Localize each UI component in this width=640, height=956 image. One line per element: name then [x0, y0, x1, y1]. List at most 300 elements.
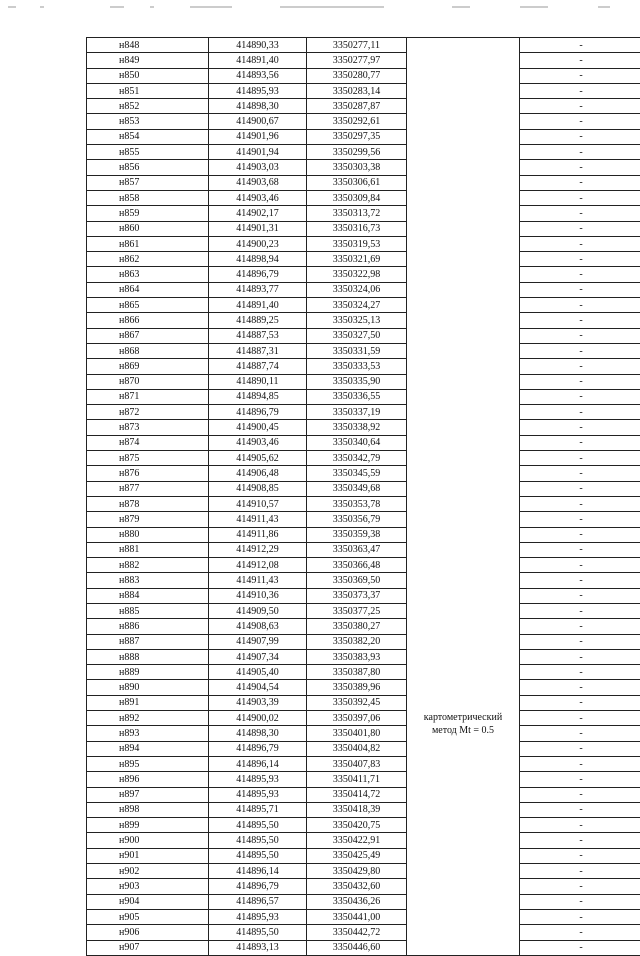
dash-cell: -	[520, 435, 640, 450]
dash-cell: -	[520, 741, 640, 756]
x-coordinate-cell: 414898,94	[209, 252, 307, 267]
point-name-cell: н875	[87, 451, 209, 466]
method-cell	[407, 711, 520, 726]
y-coordinate-cell: 3350299,56	[307, 145, 407, 160]
point-name-cell: н899	[87, 818, 209, 833]
point-name-cell: н868	[87, 343, 209, 358]
point-name-cell: н860	[87, 221, 209, 236]
dash-cell: -	[520, 558, 640, 573]
x-coordinate-cell: 414912,08	[209, 558, 307, 573]
method-cell	[407, 573, 520, 588]
table-row	[87, 665, 640, 680]
x-coordinate-cell: 414894,85	[209, 389, 307, 404]
point-name-cell: н885	[87, 603, 209, 618]
method-cell	[407, 282, 520, 297]
dash-cell: -	[520, 925, 640, 940]
method-cell	[407, 909, 520, 924]
table-row	[87, 160, 640, 175]
table-row	[87, 451, 640, 466]
x-coordinate-cell: 414901,96	[209, 129, 307, 144]
point-name-cell: н882	[87, 558, 209, 573]
method-cell	[407, 38, 520, 53]
method-cell	[407, 527, 520, 542]
x-coordinate-cell: 414896,14	[209, 756, 307, 771]
dash-cell: -	[520, 573, 640, 588]
y-coordinate-cell: 3350397,06	[307, 711, 407, 726]
dash-cell: -	[520, 894, 640, 909]
dash-cell: -	[520, 451, 640, 466]
table-row	[87, 206, 640, 221]
y-coordinate-cell: 3350316,73	[307, 221, 407, 236]
method-cell	[407, 848, 520, 863]
dash-cell: -	[520, 83, 640, 98]
x-coordinate-cell: 414903,68	[209, 175, 307, 190]
table-row	[87, 313, 640, 328]
x-coordinate-cell: 414895,50	[209, 818, 307, 833]
x-coordinate-cell: 414911,43	[209, 512, 307, 527]
dash-cell: -	[520, 129, 640, 144]
x-coordinate-cell: 414905,40	[209, 665, 307, 680]
dash-cell: -	[520, 756, 640, 771]
table-row	[87, 588, 640, 603]
x-coordinate-cell: 414909,50	[209, 603, 307, 618]
table-row	[87, 145, 640, 160]
y-coordinate-cell: 3350338,92	[307, 420, 407, 435]
x-coordinate-cell: 414903,03	[209, 160, 307, 175]
point-name-cell: н864	[87, 282, 209, 297]
x-coordinate-cell: 414900,67	[209, 114, 307, 129]
y-coordinate-cell: 3350383,93	[307, 649, 407, 664]
point-name-cell: н903	[87, 879, 209, 894]
x-coordinate-cell: 414910,57	[209, 496, 307, 511]
point-name-cell: н887	[87, 634, 209, 649]
point-name-cell: н891	[87, 695, 209, 710]
method-cell	[407, 129, 520, 144]
method-cell	[407, 405, 520, 420]
table-row	[87, 175, 640, 190]
dash-cell: -	[520, 619, 640, 634]
table-row	[87, 741, 640, 756]
method-label-line2: метод Mt = 0.5	[407, 724, 519, 737]
point-name-cell: н876	[87, 466, 209, 481]
table-row	[87, 756, 640, 771]
point-name-cell: н867	[87, 328, 209, 343]
method-cell	[407, 160, 520, 175]
point-name-cell: н856	[87, 160, 209, 175]
table-row	[87, 879, 640, 894]
method-cell	[407, 925, 520, 940]
dash-cell: -	[520, 879, 640, 894]
point-name-cell: н893	[87, 726, 209, 741]
x-coordinate-cell: 414908,63	[209, 619, 307, 634]
dash-cell: -	[520, 53, 640, 68]
dash-cell: -	[520, 389, 640, 404]
x-coordinate-cell: 414905,62	[209, 451, 307, 466]
y-coordinate-cell: 3350422,91	[307, 833, 407, 848]
y-coordinate-cell: 3350377,25	[307, 603, 407, 618]
y-coordinate-cell: 3350411,71	[307, 772, 407, 787]
dash-cell: -	[520, 160, 640, 175]
point-name-cell: н906	[87, 925, 209, 940]
point-name-cell: н889	[87, 665, 209, 680]
point-name-cell: н854	[87, 129, 209, 144]
dash-cell: -	[520, 252, 640, 267]
point-name-cell: н869	[87, 359, 209, 374]
y-coordinate-cell: 3350313,72	[307, 206, 407, 221]
table-row	[87, 236, 640, 251]
y-coordinate-cell: 3350401,80	[307, 726, 407, 741]
dash-cell: -	[520, 527, 640, 542]
dash-cell: -	[520, 802, 640, 817]
method-cell	[407, 542, 520, 557]
method-cell	[407, 451, 520, 466]
method-cell	[407, 879, 520, 894]
method-cell	[407, 145, 520, 160]
y-coordinate-cell: 3350425,49	[307, 848, 407, 863]
y-coordinate-cell: 3350331,59	[307, 343, 407, 358]
point-name-cell: н849	[87, 53, 209, 68]
x-coordinate-cell: 414900,23	[209, 236, 307, 251]
x-coordinate-cell: 414911,43	[209, 573, 307, 588]
method-cell	[407, 298, 520, 313]
point-name-cell: н853	[87, 114, 209, 129]
dash-cell: -	[520, 267, 640, 282]
method-label-line1: картометрический	[407, 711, 519, 724]
dash-cell: -	[520, 848, 640, 863]
table-row	[87, 466, 640, 481]
method-cell	[407, 665, 520, 680]
table-row	[87, 558, 640, 573]
dash-cell: -	[520, 512, 640, 527]
method-cell	[407, 512, 520, 527]
point-name-cell: н877	[87, 481, 209, 496]
dash-cell: -	[520, 818, 640, 833]
x-coordinate-cell: 414895,71	[209, 802, 307, 817]
table-row	[87, 695, 640, 710]
method-cell	[407, 190, 520, 205]
y-coordinate-cell: 3350283,14	[307, 83, 407, 98]
x-coordinate-cell: 414898,30	[209, 99, 307, 114]
x-coordinate-cell: 414901,31	[209, 221, 307, 236]
method-cell	[407, 466, 520, 481]
table-row	[87, 894, 640, 909]
method-cell	[407, 649, 520, 664]
dash-cell: -	[520, 145, 640, 160]
point-name-cell: н879	[87, 512, 209, 527]
x-coordinate-cell: 414900,45	[209, 420, 307, 435]
method-cell	[407, 252, 520, 267]
y-coordinate-cell: 3350303,38	[307, 160, 407, 175]
table-row	[87, 864, 640, 879]
method-cell	[407, 359, 520, 374]
y-coordinate-cell: 3350333,53	[307, 359, 407, 374]
table-row	[87, 435, 640, 450]
y-coordinate-cell: 3350277,97	[307, 53, 407, 68]
y-coordinate-cell: 3350336,55	[307, 389, 407, 404]
method-cell	[407, 420, 520, 435]
x-coordinate-cell: 414890,11	[209, 374, 307, 389]
method-cell	[407, 114, 520, 129]
dash-cell: -	[520, 99, 640, 114]
method-cell	[407, 680, 520, 695]
point-name-cell: н861	[87, 236, 209, 251]
table-row	[87, 496, 640, 511]
y-coordinate-cell: 3350335,90	[307, 374, 407, 389]
y-coordinate-cell: 3350414,72	[307, 787, 407, 802]
table-row	[87, 619, 640, 634]
y-coordinate-cell: 3350382,20	[307, 634, 407, 649]
x-coordinate-cell: 414896,79	[209, 405, 307, 420]
y-coordinate-cell: 3350292,61	[307, 114, 407, 129]
y-coordinate-cell: 3350345,59	[307, 466, 407, 481]
point-name-cell: н888	[87, 649, 209, 664]
dash-cell: -	[520, 481, 640, 496]
dash-cell: -	[520, 772, 640, 787]
point-name-cell: н866	[87, 313, 209, 328]
method-cell	[407, 83, 520, 98]
point-name-cell: н858	[87, 190, 209, 205]
x-coordinate-cell: 414889,25	[209, 313, 307, 328]
dash-cell: -	[520, 695, 640, 710]
method-cell	[407, 818, 520, 833]
method-cell	[407, 833, 520, 848]
x-coordinate-cell: 414890,33	[209, 38, 307, 53]
y-coordinate-cell: 3350369,50	[307, 573, 407, 588]
method-cell	[407, 634, 520, 649]
method-cell	[407, 588, 520, 603]
y-coordinate-cell: 3350356,79	[307, 512, 407, 527]
y-coordinate-cell: 3350287,87	[307, 99, 407, 114]
method-cell	[407, 206, 520, 221]
x-coordinate-cell: 414904,54	[209, 680, 307, 695]
y-coordinate-cell: 3350446,60	[307, 940, 407, 955]
y-coordinate-cell: 3350432,60	[307, 879, 407, 894]
table-row	[87, 512, 640, 527]
method-cell	[407, 175, 520, 190]
dash-cell: -	[520, 680, 640, 695]
point-name-cell: н890	[87, 680, 209, 695]
y-coordinate-cell: 3350321,69	[307, 252, 407, 267]
x-coordinate-cell: 414912,29	[209, 542, 307, 557]
coordinates-table	[86, 37, 640, 956]
point-name-cell: н895	[87, 756, 209, 771]
method-cell	[407, 864, 520, 879]
dash-cell: -	[520, 298, 640, 313]
y-coordinate-cell: 3350322,98	[307, 267, 407, 282]
x-coordinate-cell: 414902,17	[209, 206, 307, 221]
method-cell	[407, 68, 520, 83]
x-coordinate-cell: 414896,79	[209, 741, 307, 756]
method-cell	[407, 802, 520, 817]
y-coordinate-cell: 3350441,00	[307, 909, 407, 924]
table-row	[87, 711, 640, 726]
method-cell	[407, 267, 520, 282]
x-coordinate-cell: 414907,99	[209, 634, 307, 649]
method-cell	[407, 603, 520, 618]
table-row	[87, 114, 640, 129]
y-coordinate-cell: 3350280,77	[307, 68, 407, 83]
method-cell	[407, 221, 520, 236]
method-cell	[407, 772, 520, 787]
x-coordinate-cell: 414896,79	[209, 879, 307, 894]
point-name-cell: н857	[87, 175, 209, 190]
point-name-cell: н900	[87, 833, 209, 848]
dash-cell: -	[520, 665, 640, 680]
method-cell	[407, 619, 520, 634]
table-row	[87, 298, 640, 313]
dash-cell: -	[520, 940, 640, 955]
point-name-cell: н848	[87, 38, 209, 53]
y-coordinate-cell: 3350418,39	[307, 802, 407, 817]
method-cell	[407, 313, 520, 328]
dash-cell: -	[520, 496, 640, 511]
x-coordinate-cell: 414893,56	[209, 68, 307, 83]
point-name-cell: н897	[87, 787, 209, 802]
y-coordinate-cell: 3350337,19	[307, 405, 407, 420]
table-row	[87, 374, 640, 389]
y-coordinate-cell: 3350359,38	[307, 527, 407, 542]
dash-cell: -	[520, 588, 640, 603]
y-coordinate-cell: 3350436,26	[307, 894, 407, 909]
table-row	[87, 359, 640, 374]
table-row	[87, 772, 640, 787]
y-coordinate-cell: 3350373,37	[307, 588, 407, 603]
x-coordinate-cell: 414887,53	[209, 328, 307, 343]
table-row	[87, 542, 640, 557]
table-row	[87, 818, 640, 833]
table-row	[87, 221, 640, 236]
x-coordinate-cell: 414903,39	[209, 695, 307, 710]
dash-cell: -	[520, 405, 640, 420]
method-cell	[407, 894, 520, 909]
point-name-cell: н904	[87, 894, 209, 909]
coordinates-table-body	[87, 38, 640, 956]
point-name-cell: н855	[87, 145, 209, 160]
y-coordinate-cell: 3350387,80	[307, 665, 407, 680]
y-coordinate-cell: 3350340,64	[307, 435, 407, 450]
table-row	[87, 68, 640, 83]
table-row	[87, 527, 640, 542]
method-cell	[407, 481, 520, 496]
table-row	[87, 925, 640, 940]
point-name-cell: н873	[87, 420, 209, 435]
table-row	[87, 634, 640, 649]
dash-cell: -	[520, 833, 640, 848]
table-row	[87, 909, 640, 924]
dash-cell: -	[520, 359, 640, 374]
dash-cell: -	[520, 282, 640, 297]
point-name-cell: н878	[87, 496, 209, 511]
point-name-cell: н886	[87, 619, 209, 634]
dash-cell: -	[520, 726, 640, 741]
method-cell	[407, 435, 520, 450]
x-coordinate-cell: 414903,46	[209, 435, 307, 450]
dash-cell: -	[520, 466, 640, 481]
table-row	[87, 53, 640, 68]
method-cell	[407, 695, 520, 710]
dash-cell: -	[520, 374, 640, 389]
dash-cell: -	[520, 190, 640, 205]
point-name-cell: н881	[87, 542, 209, 557]
y-coordinate-cell: 3350324,27	[307, 298, 407, 313]
x-coordinate-cell: 414895,93	[209, 909, 307, 924]
x-coordinate-cell: 414900,02	[209, 711, 307, 726]
x-coordinate-cell: 414896,57	[209, 894, 307, 909]
dash-cell: -	[520, 38, 640, 53]
dash-cell: -	[520, 114, 640, 129]
table-row	[87, 726, 640, 741]
point-name-cell: н894	[87, 741, 209, 756]
point-name-cell: н871	[87, 389, 209, 404]
point-name-cell: н905	[87, 909, 209, 924]
table-row	[87, 802, 640, 817]
method-cell	[407, 787, 520, 802]
dash-cell: -	[520, 206, 640, 221]
method-cell	[407, 328, 520, 343]
dash-cell: -	[520, 634, 640, 649]
point-name-cell: н883	[87, 573, 209, 588]
table-row	[87, 267, 640, 282]
y-coordinate-cell: 3350325,13	[307, 313, 407, 328]
method-cell	[407, 558, 520, 573]
dash-cell: -	[520, 542, 640, 557]
dash-cell: -	[520, 236, 640, 251]
point-name-cell: н852	[87, 99, 209, 114]
y-coordinate-cell: 3350277,11	[307, 38, 407, 53]
y-coordinate-cell: 3350309,84	[307, 190, 407, 205]
table-row	[87, 405, 640, 420]
method-cell	[407, 343, 520, 358]
method-cell	[407, 940, 520, 955]
point-name-cell: н859	[87, 206, 209, 221]
dash-cell: -	[520, 787, 640, 802]
y-coordinate-cell: 3350342,79	[307, 451, 407, 466]
dash-cell: -	[520, 221, 640, 236]
x-coordinate-cell: 414901,94	[209, 145, 307, 160]
y-coordinate-cell: 3350420,75	[307, 818, 407, 833]
point-name-cell: н851	[87, 83, 209, 98]
table-row	[87, 343, 640, 358]
point-name-cell: н901	[87, 848, 209, 863]
x-coordinate-cell: 414887,31	[209, 343, 307, 358]
x-coordinate-cell: 414906,48	[209, 466, 307, 481]
x-coordinate-cell: 414896,14	[209, 864, 307, 879]
point-name-cell: н850	[87, 68, 209, 83]
point-name-cell: н902	[87, 864, 209, 879]
table-row	[87, 603, 640, 618]
x-coordinate-cell: 414895,93	[209, 787, 307, 802]
y-coordinate-cell: 3350349,68	[307, 481, 407, 496]
method-cell	[407, 496, 520, 511]
y-coordinate-cell: 3350429,80	[307, 864, 407, 879]
table-row	[87, 649, 640, 664]
dash-cell: -	[520, 649, 640, 664]
x-coordinate-cell: 414895,50	[209, 848, 307, 863]
y-coordinate-cell: 3350380,27	[307, 619, 407, 634]
x-coordinate-cell: 414898,30	[209, 726, 307, 741]
table-row	[87, 481, 640, 496]
table-row	[87, 573, 640, 588]
table-row	[87, 38, 640, 53]
point-name-cell: н862	[87, 252, 209, 267]
point-name-cell: н865	[87, 298, 209, 313]
dash-cell: -	[520, 909, 640, 924]
point-name-cell: н884	[87, 588, 209, 603]
x-coordinate-cell: 414895,93	[209, 772, 307, 787]
dash-cell: -	[520, 175, 640, 190]
x-coordinate-cell: 414891,40	[209, 53, 307, 68]
x-coordinate-cell: 414893,13	[209, 940, 307, 955]
